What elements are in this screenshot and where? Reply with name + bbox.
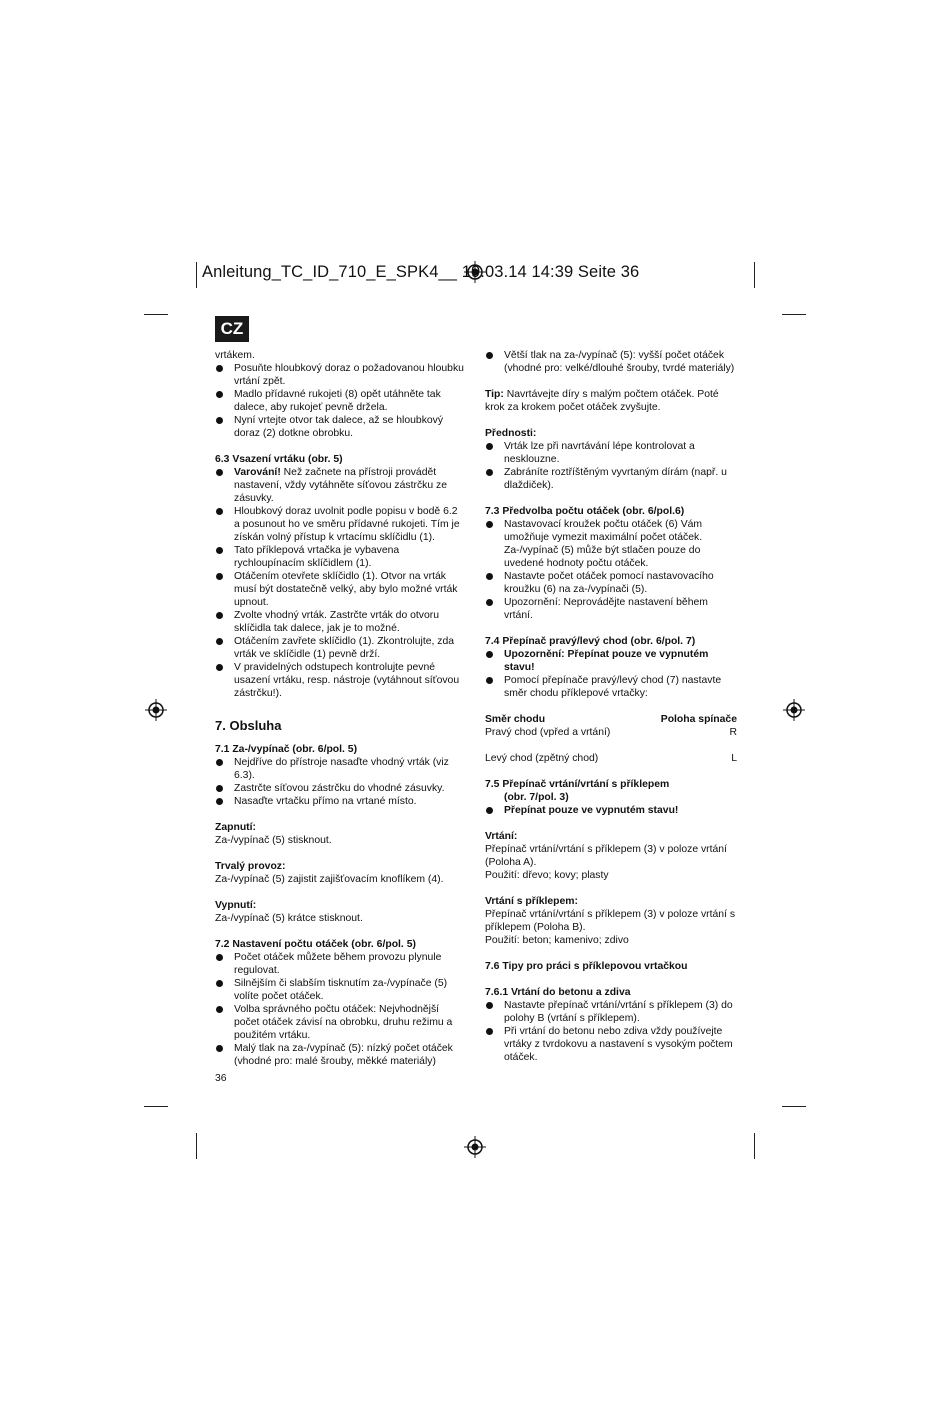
crop-mark: [144, 314, 168, 315]
bullet-item: Madlo přídavné rukojeti (8) opět utáhněte tak dalece, aby rukojeť pevně držela.: [215, 388, 465, 414]
bullet-item: Volba správného počtu otáček: Nejvhodnější počet otáček závisí na obrobku, druhu režimu a použitém vrtáku.: [215, 1003, 465, 1042]
crop-mark: [754, 262, 755, 288]
bullet-item: Počet otáček můžete během provozu plynule regulovat.: [215, 951, 465, 977]
bullet-item: V pravidelných odstupech kontrolujte pevné usazení vrtáku, resp. nástroje (vytáhnout síťovou zástrčku!).: [215, 661, 465, 700]
section-heading: 7.5 Přepínač vrtání/vrtání s příklepem: [485, 779, 670, 790]
page-number: 36: [215, 1073, 227, 1084]
registration-mark-icon: [783, 699, 805, 721]
warning-label: Varování!: [234, 467, 281, 478]
right-column: [485, 349, 737, 1064]
crop-mark: [144, 1106, 168, 1107]
table-row: [485, 726, 737, 739]
crop-mark: [782, 314, 806, 315]
subheading: Přednosti:: [485, 428, 537, 439]
subheading: Vrtání:: [485, 831, 518, 842]
bullet-item: Malý tlak na za-/vypínač (5): nízký počet otáček (vhodné pro: malé šrouby, měkké materiály): [215, 1042, 465, 1068]
section-heading: 7.1 Za-/vypínač (obr. 6/pol. 5): [215, 744, 358, 755]
tip-paragraph: [485, 388, 737, 414]
paragraph: vrtákem.: [215, 350, 255, 361]
bullet-item: [215, 466, 465, 505]
bullet-item: Zabráníte roztříštěným vyvrtaným dírám (např. u dlaždiček).: [485, 466, 737, 492]
section-heading: 7.2 Nastavení počtu otáček (obr. 6/pol. 5): [215, 939, 416, 950]
section-heading: 7.6.1 Vrtání do betonu a zdiva: [485, 987, 631, 998]
bullet-item: Nasaďte vrtačku přímo na vrtané místo.: [215, 795, 465, 808]
table-cell: R: [729, 727, 737, 738]
bullet-item: Nejdříve do přístroje nasaďte vhodný vrták (viz 6.3).: [215, 756, 465, 782]
table-header: [485, 713, 737, 726]
paragraph: Použití: dřevo; kovy; plasty: [485, 870, 609, 881]
table-row: [485, 752, 737, 765]
subheading: Vrtání s příklepem:: [485, 896, 578, 907]
subheading: Trvalý provoz:: [215, 861, 286, 872]
section-heading: 6.3 Vsazení vrtáku (obr. 5): [215, 454, 343, 465]
print-header: Anleitung_TC_ID_710_E_SPK4__ 19.03.14 14:39 Seite 36: [202, 263, 640, 281]
bullet-item: Nastavte přepínač vrtání/vrtání s příklepem (3) do polohy B (vrtání s příklepem).: [485, 999, 737, 1025]
table-cell: Levý chod (zpětný chod): [485, 753, 599, 764]
crop-mark: [754, 1133, 755, 1159]
warning-text: Než začnete na přístroji provádět nastavení, vždy vytáhněte síťovou zástrčku ze zásuvky.: [234, 467, 447, 504]
paragraph: Za-/vypínač (5) krátce stisknout.: [215, 913, 363, 924]
bullet-item: Otáčením zavřete sklíčidlo (1). Zkontrolujte, zda vrták ve sklíčidle (1) pevně drží.: [215, 635, 465, 661]
language-badge: CZ: [215, 316, 249, 342]
bullet-item: Větší tlak na za-/vypínač (5): vyšší počet otáček (vhodné pro: velké/dlouhé šrouby, tvrdé materiály): [485, 349, 737, 375]
bullet-item: Posuňte hloubkový doraz o požadovanou hloubku vrtání zpět.: [215, 362, 465, 388]
bullet-item: Hloubkový doraz uvolnit podle popisu v bodě 6.2 a posunout ho ve směru přídavné rukojeti. Tím je získán volný přístup k vrtacímu sklíčidlu (1).: [215, 505, 465, 544]
bullet-item: Zvolte vhodný vrták. Zastrčte vrták do otvoru sklíčidla tak dalece, jak je to možné.: [215, 609, 465, 635]
bullet-item: Silnějším či slabším tisknutím za-/vypínače (5) volíte počet otáček.: [215, 977, 465, 1003]
section-heading: 7.4 Přepínač pravý/levý chod (obr. 6/pol. 7): [485, 636, 696, 647]
paragraph: Použití: beton; kamenivo; zdivo: [485, 935, 629, 946]
bullet-item: Pomocí přepínače pravý/levý chod (7) nastavte směr chodu příklepové vrtačky:: [485, 674, 737, 700]
table-cell: L: [731, 753, 737, 764]
registration-mark-icon: [145, 699, 167, 721]
bullet-item: Vrták lze při navrtávání lépe kontrolovat a nesklouzne.: [485, 440, 737, 466]
subheading: Vypnutí:: [215, 900, 257, 911]
tip-label: Tip:: [485, 389, 504, 400]
bullet-item: Nastavte počet otáček pomocí nastavovacího kroužku (6) na za-/vypínači (5).: [485, 570, 737, 596]
bullet-item: Upozornění: Přepínat pouze ve vypnutém stavu!: [485, 648, 737, 674]
bullet-item: Tato příklepová vrtačka je vybavena rychloupínacím sklíčidlem (1).: [215, 544, 465, 570]
bullet-item: Otáčením otevřete sklíčidlo (1). Otvor na vrták musí být dostatečně velký, aby bylo možné vrták upnout.: [215, 570, 465, 609]
paragraph: Za-/vypínač (5) zajistit zajišťovacím knoflíkem (4).: [215, 874, 444, 885]
tip-text: Navrtávejte díry s malým počtem otáček. Poté krok za krokem počet otáček zvyšujte.: [485, 389, 719, 413]
section-heading: 7.6 Tipy pro práci s příklepovou vrtačkou: [485, 961, 688, 972]
table-head-left: Směr chodu: [485, 714, 546, 725]
table-head-right: Poloha spínače: [660, 714, 737, 725]
crop-mark: [196, 1133, 197, 1159]
bullet-item: Nastavovací kroužek počtu otáček (6) Vám umožňuje vymezit maximální počet otáček. Za-/vypínač (5) může být stlačen pouze do uvedené hodnoty počtu otáček.: [485, 518, 737, 570]
left-column: [215, 349, 465, 1068]
paragraph: Za-/vypínač (5) stisknout.: [215, 835, 332, 846]
bullet-item: Zastrčte síťovou zástrčku do vhodné zásuvky.: [215, 782, 465, 795]
section-heading-cont: (obr. 7/pol. 3): [504, 792, 569, 803]
table-cell: Pravý chod (vpřed a vrtání): [485, 727, 611, 738]
bullet-item: Upozornění: Neprovádějte nastavení během vrtání.: [485, 596, 737, 622]
bullet-item: Při vrtání do betonu nebo zdiva vždy používejte vrtáky z tvrdokovu a nastavení s vysokým počtem otáček.: [485, 1025, 737, 1064]
paragraph: Přepínač vrtání/vrtání s příklepem (3) v poloze vrtání s příklepem (Poloha B).: [485, 909, 736, 933]
chapter-heading: 7. Obsluha: [215, 718, 282, 733]
bullet-item: Nyní vrtejte otvor tak dalece, až se hloubkový doraz (2) dotkne obrobku.: [215, 414, 465, 440]
crop-mark: [782, 1106, 806, 1107]
registration-mark-icon: [464, 1136, 486, 1158]
crop-mark: [196, 262, 197, 288]
section-heading: 7.3 Předvolba počtu otáček (obr. 6/pol.6): [485, 506, 685, 517]
bullet-item: Přepínat pouze ve vypnutém stavu!: [485, 804, 737, 817]
subheading: Zapnutí:: [215, 822, 256, 833]
paragraph: Přepínač vrtání/vrtání s příklepem (3) v poloze vrtání (Poloha A).: [485, 844, 727, 868]
